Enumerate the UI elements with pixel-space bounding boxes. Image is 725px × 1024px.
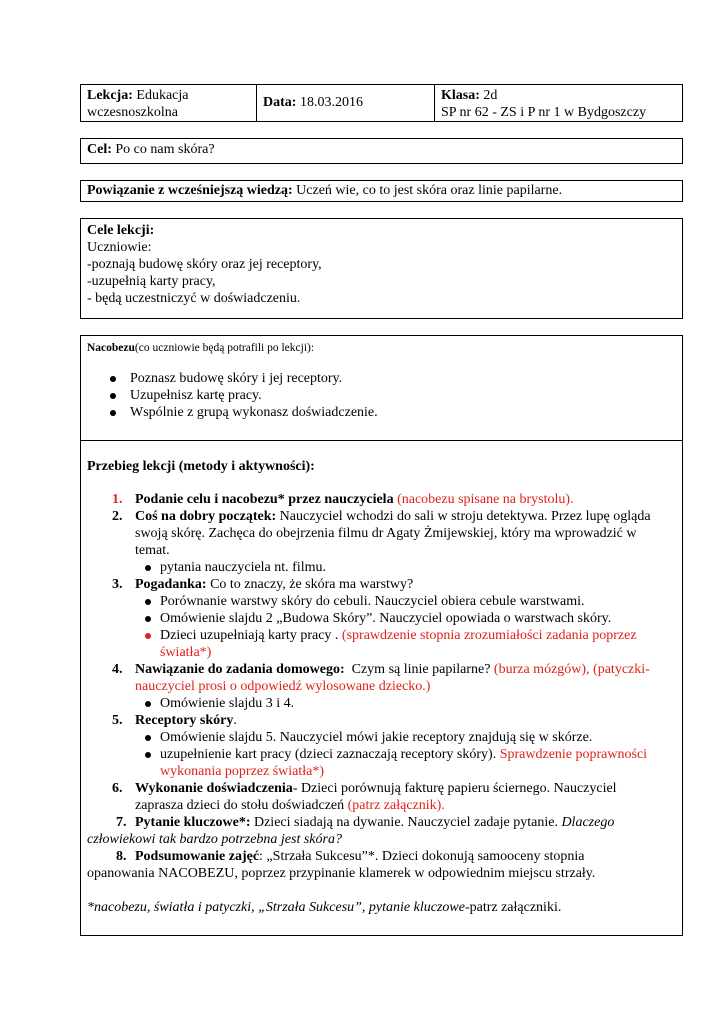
step-2 xyxy=(135,508,651,525)
step-6-title: Wykonanie doświadczenia xyxy=(135,781,293,796)
step-5 xyxy=(135,712,237,729)
prior-label: Powiązanie z wcześniejszą wiedzą: xyxy=(87,183,293,198)
bullet-icon xyxy=(145,633,151,639)
bullet-icon xyxy=(110,410,116,416)
step-7-title: Pytanie kluczowe*: xyxy=(135,815,251,830)
class-cell xyxy=(435,85,682,121)
step-4-note: (burza mózgów), (patyczki- xyxy=(493,662,650,677)
step-5-title: Receptory skóry xyxy=(135,713,234,728)
step-number: 6. xyxy=(112,781,123,796)
objective-line: -uzupełnią karty pracy, xyxy=(87,274,216,289)
step-number: 1. xyxy=(112,492,123,507)
bullet-icon xyxy=(145,735,151,741)
bullet-icon xyxy=(145,752,151,758)
footnote xyxy=(87,899,561,916)
lesson-cell xyxy=(81,85,257,121)
lesson-value-2: wczesnoszkolna xyxy=(87,105,178,120)
lesson-label: Lekcja: xyxy=(87,88,133,103)
step-number: 8. xyxy=(116,849,127,864)
step-8 xyxy=(135,848,584,865)
nacobezu-item: Wspólnie z grupą wykonasz doświadczenie. xyxy=(130,405,378,420)
school-name: SP nr 62 - ZS i P nr 1 w Bydgoszczy xyxy=(441,105,647,120)
nacobezu-note: (co uczniowie będą potrafili po lekcji): xyxy=(134,342,315,354)
objectives-box xyxy=(80,218,683,319)
class-value: 2d xyxy=(483,88,498,103)
goal-box xyxy=(80,138,683,164)
lesson-value-1: Edukacja xyxy=(136,88,189,103)
footnote-rest: -patrz załączniki. xyxy=(464,900,562,915)
bullet-icon xyxy=(145,616,151,622)
step-6 xyxy=(135,780,617,797)
step-8-line-1: : „Strzała Sukcesu”*. Dzieci dokonują samooceny stopnia xyxy=(259,849,585,864)
step-7-question: Dlaczego xyxy=(561,815,615,830)
step-2-line-1: Nauczyciel wchodzi do sali w stroju detektywa. Przez lupę ogląda xyxy=(279,509,651,524)
step-number: 3. xyxy=(112,577,123,592)
nacobezu-label: Nacobezu xyxy=(87,342,135,354)
step-6-line-2-text: zaprasza dzieci do stołu doświadczeń xyxy=(135,798,345,813)
prior-knowledge-box xyxy=(80,180,683,202)
step-5-dot: . xyxy=(233,713,237,728)
step-3-bullet-note-2: światła*) xyxy=(160,645,212,660)
step-3-title: Pogadanka: xyxy=(135,577,207,592)
nacobezu-item: Poznasz budowę skóry i jej receptory. xyxy=(130,371,343,386)
step-3-text: Co to znaczy, że skóra ma warstwy? xyxy=(210,577,414,592)
step-4-bullet: Omówienie slajdu 3 i 4. xyxy=(160,696,295,711)
step-3 xyxy=(135,576,413,593)
step-1-title: Podanie celu i nacobezu* przez nauczyciela xyxy=(135,492,394,507)
prior-text: Uczeń wie, co to jest skóra oraz linie papilarne. xyxy=(296,183,563,198)
step-3-bullet-text: Dzieci uzupełniają karty pracy . xyxy=(160,628,339,643)
step-5-bullet-note: Sprawdzenie poprawności xyxy=(499,747,648,762)
step-number: 2. xyxy=(112,509,123,524)
step-3-bullet-note: (sprawdzenie stopnia zrozumiałości zadania poprzez xyxy=(341,628,637,643)
objective-line: Uczniowie: xyxy=(87,240,152,255)
step-number: 4. xyxy=(112,662,123,677)
course-title: Przebieg lekcji (metody i aktywności): xyxy=(87,459,315,474)
date-cell xyxy=(257,85,435,121)
bullet-icon xyxy=(110,376,116,382)
step-7-question-2: człowiekowi tak bardzo potrzebna jest skóra? xyxy=(87,832,342,847)
step-6-note: (patrz załącznik). xyxy=(347,798,445,813)
nacobezu-heading xyxy=(87,340,314,357)
step-4-note-2: nauczyciel prosi o odpowiedź wylosowane dziecko.) xyxy=(135,679,431,694)
bullet-icon xyxy=(110,393,116,399)
nacobezu-item: Uzupełnisz kartę pracy. xyxy=(130,388,262,403)
step-1-note: (nacobezu spisane na brystolu). xyxy=(397,492,574,507)
step-5-bullet-note-2: wykonania poprzez światła*) xyxy=(160,764,325,779)
step-2-title: Coś na dobry początek: xyxy=(135,509,277,524)
step-2-line-2: swoją skórę. Zachęca do obejrzenia filmu dr Agaty Żmijewskiej, który ma wprowadzić w xyxy=(135,526,637,541)
bullet-icon xyxy=(145,701,151,707)
objective-line: - będą uczestniczyć w doświadczeniu. xyxy=(87,291,301,306)
step-5-bullet: Omówienie slajdu 5. Nauczyciel mówi jakie receptory znajdują się w skórze. xyxy=(160,730,593,745)
step-3-bullet xyxy=(160,627,637,644)
objective-line: -poznają budowę skóry oraz jej receptory, xyxy=(87,257,322,272)
step-3-bullet: Omówienie slajdu 2 „Budowa Skóry”. Nauczyciel opowiada o warstwach skóry. xyxy=(160,611,612,626)
bullet-icon xyxy=(145,599,151,605)
date-value: 18.03.2016 xyxy=(299,95,363,110)
objectives-title: Cele lekcji: xyxy=(87,223,155,238)
step-8-line-2: opanowania NACOBEZU, poprzez przypinanie klamerek w odpowiednim miejscu strzały. xyxy=(87,866,596,881)
step-6-line-1: - Dzieci porównują fakturę papieru ściernego. Nauczyciel xyxy=(292,781,617,796)
date-label: Data: xyxy=(263,95,297,110)
step-number: 5. xyxy=(112,713,123,728)
bullet-icon xyxy=(145,565,151,571)
step-4-title: Nawiązanie do zadania domowego: xyxy=(135,662,345,677)
step-8-title: Podsumowanie zajęć xyxy=(135,849,260,864)
step-2-line-3: temat. xyxy=(135,543,170,558)
step-3-bullet: Porównanie warstwy skóry do cebuli. Nauczyciel obiera cebule warstwami. xyxy=(160,594,585,609)
footnote-italic: *nacobezu, światła i patyczki, „Strzała Sukcesu”, pytanie kluczowe xyxy=(87,900,465,915)
goal-label: Cel: xyxy=(87,142,112,157)
step-5-bullet xyxy=(160,746,647,763)
class-label: Klasa: xyxy=(441,88,480,103)
step-7 xyxy=(135,814,614,831)
step-2-bullet: pytania nauczyciela nt. filmu. xyxy=(160,560,326,575)
step-1 xyxy=(135,491,574,508)
header-table xyxy=(80,84,683,122)
goal-text: Po co nam skóra? xyxy=(115,142,215,157)
step-4-text: Czym są linie papilarne? xyxy=(351,662,491,677)
step-4 xyxy=(135,661,650,678)
section-divider xyxy=(81,440,682,441)
step-number: 7. xyxy=(116,815,127,830)
step-7-text: Dzieci siadają na dywanie. Nauczyciel zadaje pytanie. xyxy=(253,815,558,830)
step-5-bullet-text: uzupełnienie kart pracy (dzieci zaznaczają receptory skóry). xyxy=(160,747,497,762)
step-6-line-2 xyxy=(135,797,445,814)
